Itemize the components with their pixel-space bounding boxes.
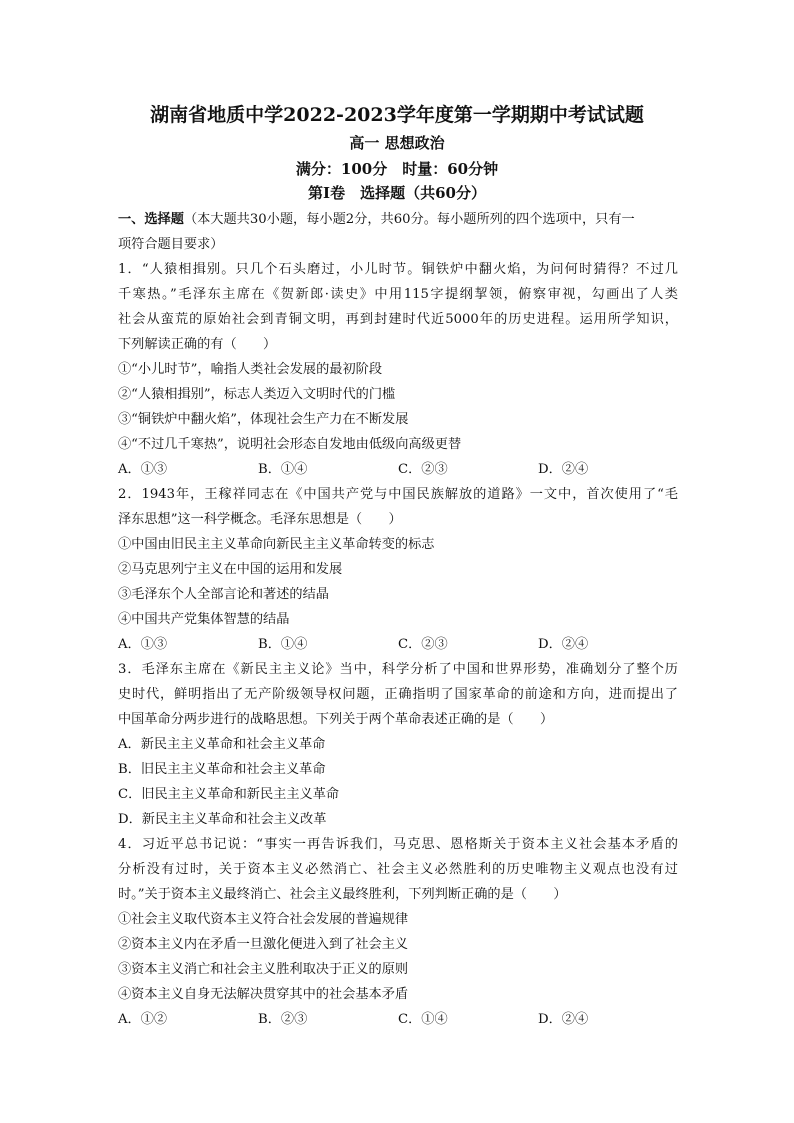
section-label: 一、选择题 xyxy=(118,212,184,227)
statement-item: ③资本主义消亡和社会主义胜利取决于正义的原则 xyxy=(118,962,409,977)
instruction-text-2: 项符合题目要求） xyxy=(118,237,224,252)
statement-item: ①中国由旧民主主义革命向新民主主义革命转变的标志 xyxy=(118,537,435,552)
question-stem-line: 2．1943年，王稼祥同志在《中国共产党与中国民族解放的道路》一文中，首次使用了“毛 xyxy=(118,487,678,502)
option-d: D．②④ xyxy=(538,462,589,477)
question-stem-line: 社会从蛮荒的原始社会到青铜文明，再到封建时代近5000年的历史进程。运用所学知识， xyxy=(118,312,678,327)
option-c: C．旧民主主义革命和新民主主义革命 xyxy=(118,787,340,802)
option-d: D．新民主主义革命和社会主义改革 xyxy=(118,812,327,827)
option-a: A．①③ xyxy=(118,462,168,477)
statement-item: ②“人猿相揖别”，标志人类迈入文明时代的门槛 xyxy=(118,387,396,402)
score-time-info: 满分：100分 时量：60分钟 xyxy=(295,160,499,178)
question-stem-line: 1．“人猿相揖别。只几个石头磨过，小儿时节。铜铁炉中翻火焰，为问何时猜得？不过几 xyxy=(118,262,678,277)
question-stem-line: 分析没有过时，关于资本主义必然消亡、社会主义必然胜利的历史唯物主义观点也没有过 xyxy=(118,862,678,877)
question-4 xyxy=(118,832,678,1032)
statement-item: ①“小儿时节”，喻指人类社会发展的最初阶段 xyxy=(118,362,383,377)
question-stem-line: 4．习近平总书记说：“事实一再告诉我们，马克思、恩格斯关于资本主义社会基本矛盾的 xyxy=(118,837,678,852)
statement-item: ②马克思列宁主义在中国的运用和发展 xyxy=(118,562,343,577)
option-c: C．①④ xyxy=(398,1012,448,1027)
exam-subject: 高一 思想政治 xyxy=(349,134,445,152)
question-stem-line: 泽东思想”这一科学概念。毛泽东思想是（ ） xyxy=(118,512,402,527)
question-stem-line: 时。”关于资本主义最终消亡、社会主义最终胜利，下列判断正确的是（ ） xyxy=(118,887,567,902)
option-a: A．①② xyxy=(118,1012,168,1027)
statement-item: ④“不过几千寒热”，说明社会形态自发地由低级向高级更替 xyxy=(118,437,462,452)
question-3 xyxy=(118,657,678,832)
section-instruction xyxy=(118,207,678,232)
option-b: B．①④ xyxy=(258,637,308,652)
instruction-text-1: （本大题共30小题，每小题2分，共60分。每小题所列的四个选项中，只有一 xyxy=(183,212,635,227)
statement-item: ④中国共产党集体智慧的结晶 xyxy=(118,612,290,627)
question-stem-line: 下列解读正确的有（ ） xyxy=(118,337,277,352)
option-b: B．①④ xyxy=(258,462,308,477)
statement-item: ②资本主义内在矛盾一旦激化便进入到了社会主义 xyxy=(118,937,409,952)
exam-body xyxy=(118,207,678,1032)
option-b: B．②③ xyxy=(258,1012,308,1027)
answer-options xyxy=(118,457,678,482)
statement-item: ③“铜铁炉中翻火焰”，体现社会生产力在不断发展 xyxy=(118,412,409,427)
question-2 xyxy=(118,482,678,657)
option-c: C．②③ xyxy=(398,462,448,477)
statement-item: ④资本主义自身无法解决贯穿其中的社会基本矛盾 xyxy=(118,987,409,1002)
part-heading: 第Ⅰ卷 选择题（共60分） xyxy=(308,184,486,202)
option-d: D．②④ xyxy=(538,637,589,652)
question-1 xyxy=(118,257,678,482)
option-d: D．②④ xyxy=(538,1012,589,1027)
question-stem-line: 史时代，鲜明指出了无产阶级领导权问题，正确指明了国家革命的前途和方向，进而提出了 xyxy=(118,687,678,702)
option-b: B．旧民主主义革命和社会主义革命 xyxy=(118,762,326,777)
question-stem-line: 千寒热。”毛泽东主席在《贺新郎·读史》中用115字提纲挈领，俯察审视，勾画出了人类 xyxy=(118,287,678,302)
answer-options xyxy=(118,632,678,657)
answer-options xyxy=(118,1007,678,1032)
option-a: A．①③ xyxy=(118,637,168,652)
question-stem-line: 3．毛泽东主席在《新民主主义论》当中，科学分析了中国和世界形势，准确划分了整个历 xyxy=(118,662,678,677)
option-c: C．②③ xyxy=(398,637,448,652)
question-stem-line: 中国革命分两步进行的战略思想。下列关于两个革命表述正确的是（ ） xyxy=(118,712,554,727)
statement-item: ③毛泽东个人全部言论和著述的结晶 xyxy=(118,587,329,602)
exam-title: 湖南省地质中学2022-2023学年度第一学期期中考试试题 xyxy=(150,104,644,126)
statement-item: ①社会主义取代资本主义符合社会发展的普遍规律 xyxy=(118,912,409,927)
option-a: A．新民主主义革命和社会主义革命 xyxy=(118,737,326,752)
